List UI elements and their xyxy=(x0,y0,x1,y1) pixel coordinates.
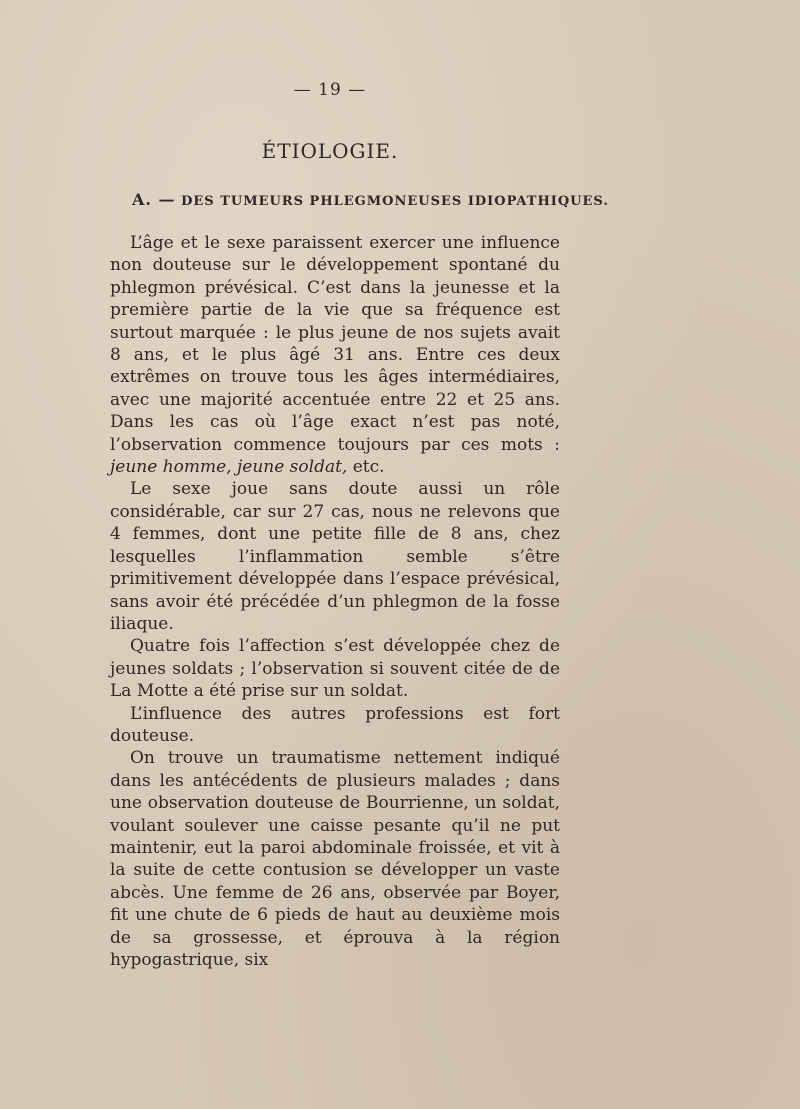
paragraph-trauma: On trouve un traumatisme nettement indiqué dans les antécédents de plusieurs malades ; dans une observation douteuse de Bourrienne, un soldat, voulant soulever une caisse pesante qu’il ne put maintenir, eut la paroi abdominale froissée, et vit à la suite de cette contusion se développer un vaste abcès. Une femme de 26 ans, observée par Boyer, fit une chute de 6 pieds de haut au deuxième mois de sa grossesse, et éprouva à la région hypogastrique, six xyxy=(110,748,560,970)
page-number: — 19 — xyxy=(293,80,367,100)
subsection-heading: DES TUMEURS PHLEGMONEUSES IDIOPATHIQUES. xyxy=(181,194,609,209)
subsection-title xyxy=(132,190,609,209)
paragraph-age xyxy=(110,232,560,478)
section-title: ÉTIOLOGIE. xyxy=(261,139,399,163)
paragraph-age-text: L’âge et le sexe paraissent exercer une influence non douteuse sur le développement spontané du phlegmon prévésical. C’est dans la jeunesse et la première partie de la vie que sa fréquence est surtout marquée : le plus jeune de nos sujets avait 8 ans, et le plus âgé 31 ans. Entre ces deux extrêmes on trouve tous les âges intermédiaires, avec une majorité accentuée entre 22 et 25 ans. Dans les cas où l’âge exact n’est pas noté, l’observation commence toujours par ces mots : xyxy=(110,233,560,455)
paragraph-sex: Le sexe joue sans doute aussi un rôle considérable, car sur 27 cas, nous ne relevons que 4 femmes, dont une petite fille de 8 ans, chez lesquelles l’inflammation semble s’être primitivement développée dans l’espace prévésical, sans avoir été précédée d’un phlegmon de la fosse iliaque. xyxy=(110,479,560,634)
paragraph-age-end: etc. xyxy=(347,457,385,478)
paragraph-soldiers: Quatre fois l’affection s’est développée chez de jeunes soldats ; l’observation si souvent citée de de La Motte a été prise sur un soldat. xyxy=(110,636,560,702)
body-text xyxy=(110,232,560,971)
subsection-letter: A. — xyxy=(132,190,176,209)
paragraph-professions: L’influence des autres professions est fort douteuse. xyxy=(110,703,560,746)
paragraph-age-italic: jeune homme, jeune soldat, xyxy=(110,457,348,478)
